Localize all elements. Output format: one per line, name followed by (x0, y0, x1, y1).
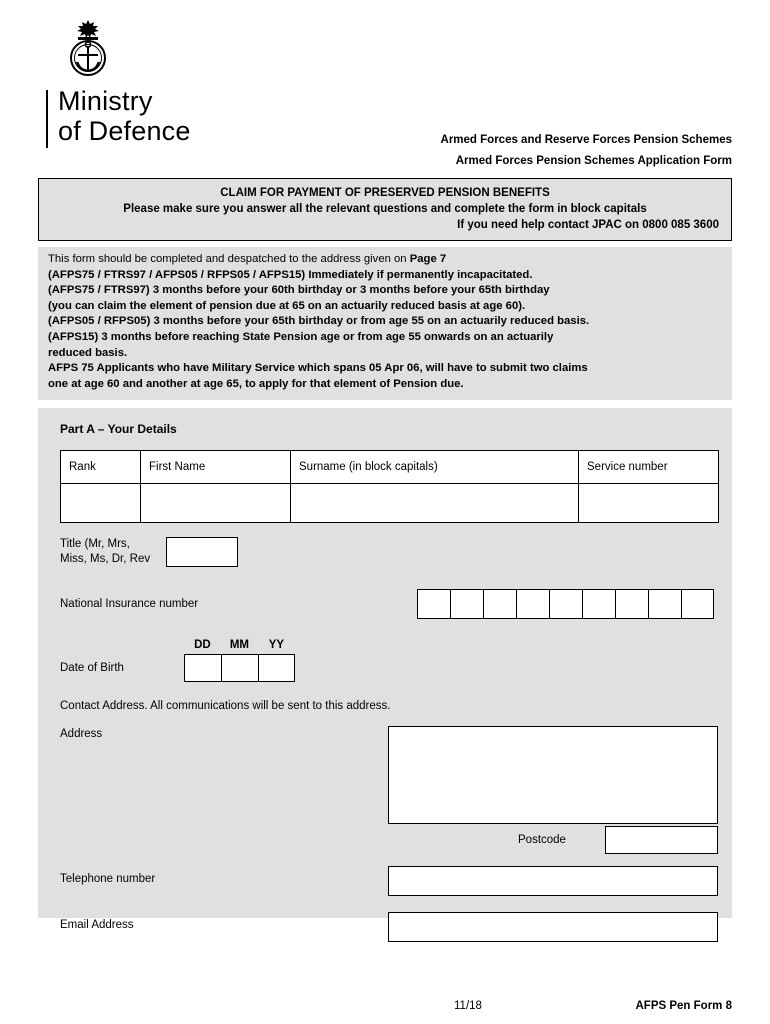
ni-char-9[interactable] (681, 589, 714, 619)
footer-form-reference: AFPS Pen Form 8 (635, 1000, 732, 1012)
mod-branding (38, 18, 218, 146)
claim-banner-helpline: If you need help contact JPAC on 0800 085 3600 (457, 219, 719, 231)
scheme-title-primary: Armed Forces and Reserve Forces Pension Schemes (440, 134, 732, 146)
rank-field[interactable] (61, 484, 141, 523)
claim-banner-line2: Please make sure you answer all the relevant questions and complete the form in block capitals (123, 203, 647, 215)
title-label (60, 537, 150, 567)
title-label-line1: Title (Mr, Mrs, (60, 538, 130, 551)
scheme-titles (441, 130, 732, 172)
claim-banner (38, 178, 732, 241)
dob-header-mm: MM (229, 639, 249, 652)
national-insurance-row (60, 589, 714, 619)
mod-crest-icon (60, 18, 116, 80)
mod-wordmark-line2: of Defence (58, 116, 191, 146)
column-header-surname: Surname (in block capitals) (291, 451, 579, 484)
service-number-field[interactable] (579, 484, 719, 523)
first-name-field[interactable] (141, 484, 291, 523)
column-header-rank: Rank (61, 451, 141, 484)
part-a-section (38, 408, 732, 932)
ni-char-4[interactable] (516, 589, 549, 619)
national-insurance-label: National Insurance number (60, 597, 199, 610)
date-of-birth-label: Date of Birth (60, 662, 124, 675)
instruction-line-4: (you can claim the element of pension due at 65 on an actuarily reduced basis at age 60). (48, 299, 526, 312)
part-a-title: Part A – Your Details (60, 422, 177, 437)
postcode-input[interactable] (605, 826, 718, 854)
instruction-line-1 (48, 252, 722, 268)
dob-header-dd: DD (194, 639, 211, 652)
table-row (61, 484, 719, 523)
ni-char-8[interactable] (648, 589, 681, 619)
email-input[interactable] (388, 912, 718, 942)
title-input[interactable] (166, 537, 238, 567)
instruction-line-1-text: This form should be completed and despatched to the address given on (48, 253, 410, 265)
ni-char-7[interactable] (615, 589, 648, 619)
claim-banner-line1: CLAIM FOR PAYMENT OF PRESERVED PENSION BENEFITS (220, 187, 550, 199)
telephone-label: Telephone number (60, 873, 156, 886)
address-input[interactable] (388, 726, 718, 824)
title-row (60, 537, 714, 567)
dob-month-field[interactable] (221, 654, 258, 682)
date-of-birth-cells (184, 654, 295, 682)
instruction-line-6: (AFPS15) 3 months before reaching State Pension age or from age 55 onwards on an actuarily (48, 330, 554, 343)
contact-address-note: Contact Address. All communications will be sent to this address. (60, 700, 391, 713)
mod-vertical-rule (46, 90, 48, 148)
dob-day-field[interactable] (184, 654, 221, 682)
email-label: Email Address (60, 919, 134, 932)
personal-details-table (60, 450, 719, 523)
table-header-row (61, 451, 719, 484)
address-row (60, 726, 714, 856)
ni-char-3[interactable] (483, 589, 516, 619)
date-of-birth-headers (184, 639, 295, 651)
dob-year-field[interactable] (258, 654, 295, 682)
instruction-line-7: reduced basis. (48, 346, 128, 359)
ni-char-1[interactable] (417, 589, 450, 619)
date-of-birth-row (60, 639, 714, 682)
postcode-label: Postcode (518, 834, 566, 847)
footer-date-code: 11/18 (454, 1000, 482, 1012)
mod-wordmark-line1: Ministry (58, 86, 153, 116)
instruction-line-8: AFPS 75 Applicants who have Military Service which spans 05 Apr 06, will have to submit two claims (48, 362, 588, 375)
telephone-input[interactable] (388, 866, 718, 896)
column-header-service-number: Service number (579, 451, 719, 484)
instruction-line-5: (AFPS05 / RFPS05) 3 months before your 65th birthday or from age 55 on an actuarily reduced basis. (48, 315, 590, 328)
page-header (38, 18, 732, 178)
date-of-birth-input-group (184, 639, 295, 682)
instruction-line-2: (AFPS75 / FTRS97 / AFPS05 / RFPS05 / AFPS15) Immediately if permanently incapacitated. (48, 268, 533, 281)
instruction-line-3: (AFPS75 / FTRS97) 3 months before your 60th birthday or 3 months before your 65th birthday (48, 284, 550, 297)
instruction-line-9: one at age 60 and another at age 65, to apply for that element of Pension due. (48, 377, 464, 390)
title-label-line2: Miss, Ms, Dr, Rev (60, 553, 151, 566)
telephone-row (60, 866, 714, 898)
ni-char-5[interactable] (549, 589, 582, 619)
scheme-title-secondary: Armed Forces Pension Schemes Application Form (455, 155, 732, 167)
instructions-block (38, 247, 732, 400)
national-insurance-input[interactable] (417, 589, 714, 619)
ni-char-6[interactable] (582, 589, 615, 619)
instruction-line-1-page: Page 7 (409, 253, 447, 265)
email-row (60, 912, 714, 944)
dob-header-yy: YY (268, 639, 285, 652)
mod-wordmark (58, 86, 191, 146)
address-label: Address (60, 728, 103, 741)
column-header-first-name: First Name (141, 451, 291, 484)
surname-field[interactable] (291, 484, 579, 523)
ni-char-2[interactable] (450, 589, 483, 619)
